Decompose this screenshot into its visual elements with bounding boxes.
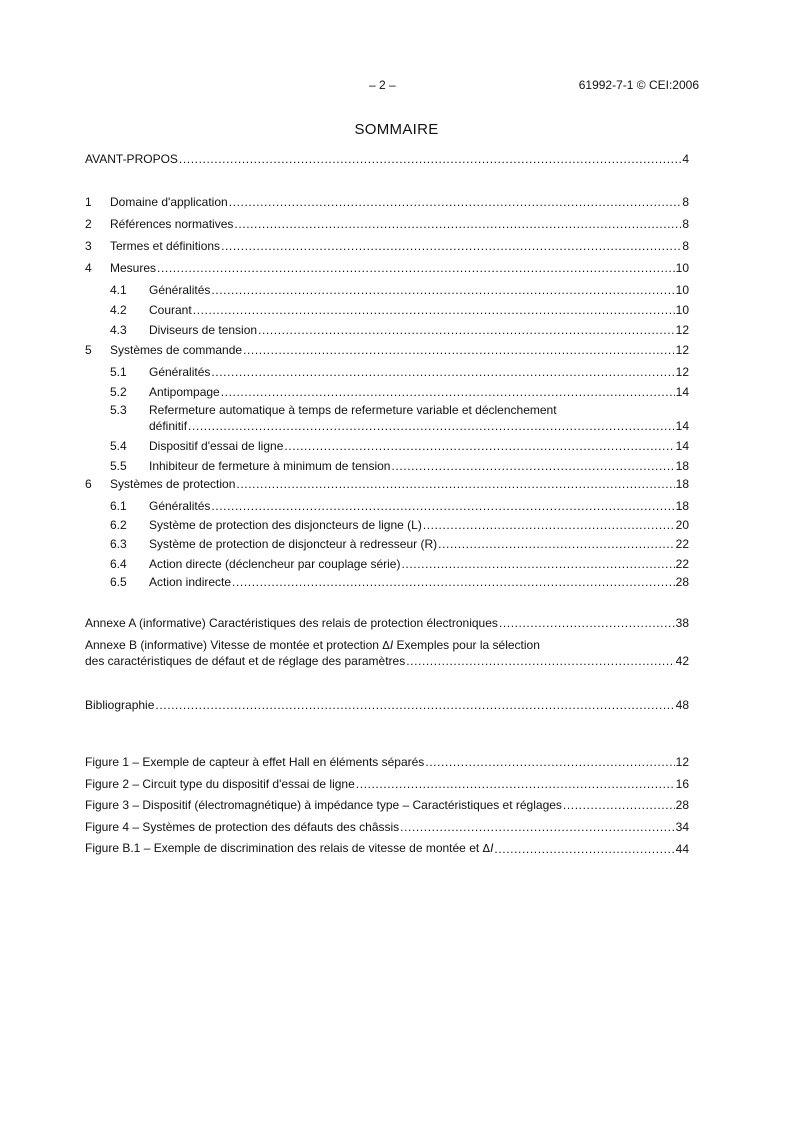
delta-symbol: Δ <box>482 842 491 855</box>
dot-leader <box>188 419 675 433</box>
toc-entry-number: 4 <box>85 261 92 275</box>
dot-leader <box>494 842 674 856</box>
toc-entry-page: 12 <box>675 365 689 379</box>
toc-entry-annex-a[interactable] <box>85 614 689 630</box>
toc-entry-page: 28 <box>675 575 689 589</box>
toc-entry-section-1[interactable] <box>85 193 689 209</box>
toc-entry-page: 20 <box>675 518 689 532</box>
toc-entry-number: 3 <box>85 239 92 253</box>
toc-entry-page: 12 <box>675 755 689 769</box>
dot-leader <box>211 499 674 513</box>
toc-entry-label: Figure 4 – Systèmes de protection des défauts des châssis <box>85 820 400 834</box>
toc-entry-label: Inhibiteur de fermeture à minimum de tension <box>149 459 391 473</box>
toc-entry-label-continued: des caractéristiques de défaut et de réglage des paramètres <box>85 654 406 668</box>
toc-entry-page: 14 <box>675 419 689 433</box>
toc-entry-page: 10 <box>675 261 689 275</box>
page-header <box>0 78 793 94</box>
toc-entry-number: 5 <box>85 343 92 357</box>
toc-entry-number: 5.3 <box>110 403 127 417</box>
toc-entry-label: Mesures <box>110 261 157 275</box>
toc-entry-section-5-4[interactable] <box>110 437 689 453</box>
toc-entry-label: Bibliographie <box>85 698 155 712</box>
dot-leader <box>423 518 675 532</box>
toc-entry-page: 8 <box>682 217 689 231</box>
toc-entry-label: Courant <box>149 303 192 317</box>
dot-leader <box>438 537 675 551</box>
toc-entry-number: 2 <box>85 217 92 231</box>
toc-entry-label: Annexe A (informative) Caractéristiques des relais de protection électroniques <box>85 616 498 630</box>
toc-entry-number: 6.5 <box>110 575 127 589</box>
toc-entry-page: 16 <box>675 777 689 791</box>
dot-leader <box>236 477 674 491</box>
delta-symbol: Δ <box>382 639 390 652</box>
toc-entry-label: Annexe B (informative) Vitesse de montée et protection <box>85 638 383 652</box>
toc-entry-label: AVANT-PROPOS <box>85 152 178 166</box>
dot-leader <box>391 459 674 473</box>
toc-entry-page: 8 <box>682 239 689 253</box>
toc-entry-page: 14 <box>675 385 689 399</box>
page-title: SOMMAIRE <box>354 121 439 138</box>
toc-entry-section-6-1[interactable] <box>110 497 689 513</box>
toc-entry-label: Action directe (déclencheur par couplage série) <box>149 557 401 571</box>
toc-entry-number: 4.2 <box>110 303 127 317</box>
current-symbol: I <box>490 841 494 855</box>
toc-entry-label: Termes et définitions <box>110 239 221 253</box>
dot-leader <box>193 303 675 317</box>
toc-entry-section-4[interactable] <box>85 259 689 275</box>
toc-entry-page: 4 <box>682 152 689 166</box>
dot-leader <box>179 152 681 166</box>
toc-entry-label: Diviseurs de tension <box>149 323 258 337</box>
dot-leader <box>258 323 675 337</box>
toc-entry-label: Systèmes de protection <box>110 477 236 491</box>
toc-entry-page: 12 <box>675 323 689 337</box>
toc-entry-page: 18 <box>675 499 689 513</box>
toc-entry-label <box>85 841 493 856</box>
toc-entry-label: Figure 2 – Circuit type du dispositif d'essai de ligne <box>85 777 355 791</box>
toc-entry-figure-1[interactable] <box>85 753 689 769</box>
toc-entry-number: 5.2 <box>110 385 127 399</box>
toc-entry-section-5[interactable] <box>85 341 689 357</box>
page-number: – 2 – <box>369 78 396 92</box>
toc-entry-page: 10 <box>675 283 689 297</box>
toc-entry-number: 6.4 <box>110 557 127 571</box>
toc-entry-page: 22 <box>675 537 689 551</box>
toc-entry-section-4-2[interactable] <box>110 301 689 317</box>
toc-entry-figure-2[interactable] <box>85 775 689 791</box>
toc-entry-figure-3[interactable] <box>85 796 689 812</box>
toc-entry-section-3[interactable] <box>85 237 689 253</box>
dot-leader <box>155 698 674 712</box>
toc-entry-label-text: Figure B.1 – Exemple de discrimination des relais de vitesse de montée et <box>85 841 483 855</box>
toc-entry-number: 6.2 <box>110 518 127 532</box>
toc-entry-label: Antipompage <box>149 385 220 399</box>
toc-entry-section-5-2[interactable] <box>110 383 689 399</box>
toc-entry-label: Action indirecte <box>149 575 232 589</box>
toc-entry-section-6-3[interactable] <box>110 535 689 551</box>
toc-entry-label: Système de protection des disjoncteurs de ligne (L) <box>149 518 422 532</box>
dot-leader <box>221 239 681 253</box>
toc-entry-page: 34 <box>675 820 689 834</box>
dot-leader <box>234 217 681 231</box>
toc-entry-label: Références normatives <box>110 217 234 231</box>
toc-entry-annex-b[interactable] <box>85 638 540 653</box>
dot-leader <box>211 365 674 379</box>
dot-leader <box>406 654 674 668</box>
toc-entry-label: Refermeture automatique à temps de refermeture variable et déclenchement <box>149 403 557 417</box>
toc-entry-section-4-1[interactable] <box>110 281 689 297</box>
toc-entry-foreword[interactable] <box>85 150 689 166</box>
dot-leader <box>563 798 675 812</box>
dot-leader <box>232 575 675 589</box>
toc-entry-page: 8 <box>682 195 689 209</box>
dot-leader <box>157 261 675 275</box>
toc-entry-label: Figure 1 – Exemple de capteur à effet Hall en éléments séparés <box>85 755 425 769</box>
toc-entry-page: 12 <box>675 343 689 357</box>
toc-entry-page: 44 <box>675 842 689 856</box>
toc-entry-number: 6 <box>85 477 92 491</box>
toc-entry-page: 18 <box>675 459 689 473</box>
toc-entry-bibliography[interactable] <box>85 696 689 712</box>
dot-leader <box>221 385 675 399</box>
current-symbol: I <box>389 638 394 652</box>
toc-entry-page: 14 <box>675 439 689 453</box>
toc-entry-label: Généralités <box>149 283 211 297</box>
toc-entry-section-4-3[interactable] <box>110 321 689 337</box>
toc-entry-figure-4[interactable] <box>85 818 689 834</box>
toc-entry-label: Dispositif d'essai de ligne <box>149 439 284 453</box>
toc-entry-page: 22 <box>675 557 689 571</box>
toc-entry-number: 5.4 <box>110 439 127 453</box>
toc-entry-section-6-4[interactable] <box>110 555 689 571</box>
toc-entry-section-6-5[interactable] <box>110 573 689 589</box>
toc-entry-number: 4.1 <box>110 283 127 297</box>
toc-entry-section-2[interactable] <box>85 215 689 231</box>
toc-entry-label: Généralités <box>149 499 211 513</box>
toc-entry-label: Figure 3 – Dispositif (électromagnétique) à impédance type – Caractéristiques et réglages <box>85 798 562 812</box>
toc-entry-label: Système de protection de disjoncteur à redresseur (R) <box>149 537 438 551</box>
dot-leader <box>400 820 674 834</box>
dot-leader <box>499 616 675 630</box>
toc-entry-label-continued: définitif <box>149 419 188 433</box>
toc-entry-section-5-3-cont[interactable] <box>149 417 689 433</box>
toc-entry-label-tail: Exemples pour la sélection <box>393 638 540 652</box>
toc-entry-number: 5.1 <box>110 365 127 379</box>
toc-entry-section-6[interactable] <box>85 475 689 491</box>
toc-entry-number: 1 <box>85 195 92 209</box>
dot-leader <box>243 343 675 357</box>
toc-entry-number: 6.1 <box>110 499 127 513</box>
toc-entry-section-5-3[interactable] <box>110 403 557 417</box>
toc-entry-page: 10 <box>675 303 689 317</box>
toc-entry-page: 48 <box>675 698 689 712</box>
toc-entry-page: 28 <box>675 798 689 812</box>
toc-entry-annex-b-cont[interactable] <box>85 652 689 668</box>
standard-reference: 61992-7-1 © CEI:2006 <box>578 78 699 92</box>
dot-leader <box>425 755 674 769</box>
toc-entry-section-5-5[interactable] <box>110 457 689 473</box>
dot-leader <box>229 195 682 209</box>
toc-entry-page: 38 <box>675 616 689 630</box>
toc-entry-page: 42 <box>675 654 689 668</box>
toc-entry-section-5-1[interactable] <box>110 363 689 379</box>
dot-leader <box>211 283 674 297</box>
toc-entry-label: Généralités <box>149 365 211 379</box>
toc-entry-page: 18 <box>675 477 689 491</box>
toc-entry-label: Systèmes de commande <box>110 343 243 357</box>
dot-leader <box>284 439 674 453</box>
toc-entry-number: 5.5 <box>110 459 127 473</box>
toc-entry-number: 6.3 <box>110 537 127 551</box>
toc-entry-figure-b-1[interactable] <box>85 840 689 856</box>
toc-entry-label: Domaine d'application <box>110 195 228 209</box>
toc-entry-number: 4.3 <box>110 323 127 337</box>
dot-leader <box>356 777 675 791</box>
toc-entry-section-6-2[interactable] <box>110 516 689 532</box>
dot-leader <box>401 557 674 571</box>
